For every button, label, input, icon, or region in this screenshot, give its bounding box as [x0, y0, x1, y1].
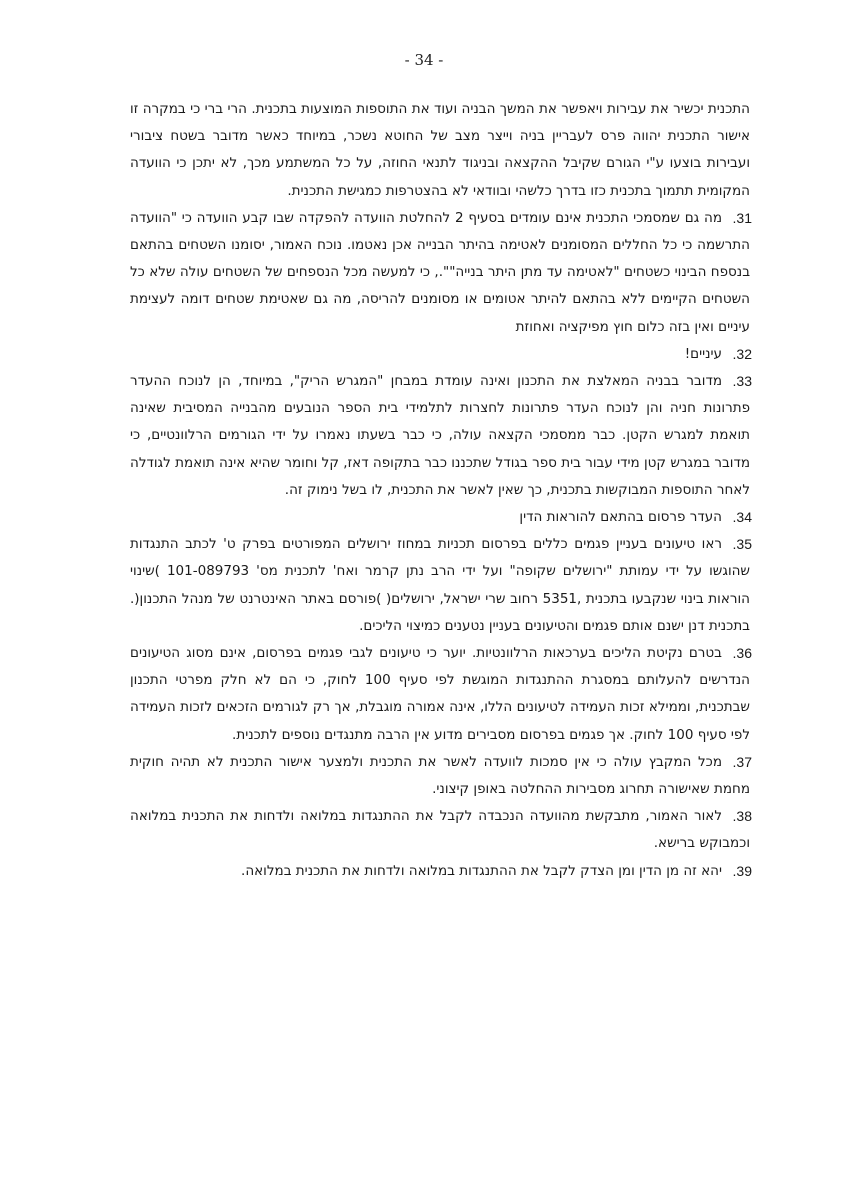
list-item-32 — [130, 341, 750, 368]
item-number: 34. — [732, 509, 752, 526]
item-number: 33. — [732, 373, 752, 390]
list-item-36 — [130, 640, 750, 749]
document-body — [130, 96, 750, 885]
item-number: 32. — [732, 345, 752, 362]
item-number: 31. — [732, 209, 752, 226]
list-item-31 — [130, 205, 750, 341]
item-text: העדר פרסום בהתאם להוראות הדין — [519, 509, 722, 526]
item-text: מה גם שמסמכי התכנית אינם עומדים בסעיף 2 להחלטת הוועדה להפקדה שבו קבע הוועדה כי "הוועדה התרשמה כי כל החללים המסומנים לאטימה בהיתר הבנייה אכן נאטמו. נוכח האמור, יסומנו השטחים בהתאם בנספח הבינוי כשטחים "לאטימה עד מתן היתר בנייה""., כי למעשה מכל הנספחים של השטחים עולה שלא כל השטחים הקיימים ללא בהתאם להיתר אטומים או מסומנים להריסה, מה גם שאטימת שטחים דומה לעצימת עיניים ואין בזה כלום חוץ מפיקציה ואחוזת — [130, 209, 750, 335]
item-text: לאור האמור, מתבקשת מהוועדה הנכבדה לקבל את ההתנגדות במלואה ולדחות את התכנית במלואה וכמבוקש ברישא. — [130, 808, 750, 852]
item-number: 35. — [732, 536, 752, 553]
list-item-35 — [130, 531, 750, 640]
list-item-33 — [130, 368, 750, 504]
page-number: - 34 - — [404, 51, 444, 69]
item-number: 36. — [732, 645, 752, 662]
item-text: מדובר בבניה המאלצת את התכנון ואינה עומדת במבחן "המגרש הריק", במיוחד, הן לנוכח ההעדר פתרונות חניה והן לנוכח העדר פתרונות לחצרות לתלמידי בית הספר הנובעים מהבנייה המסיבית שאינה תואמת למגרש הקטן. כבר ממסמכי הקצאה עולה, כי כבר בשעתו נאמרו על ידי הגורמים הרלוונטיים, כי מדובר במגרש קטן מידי עבור בית ספר בגודל שתכננו כבר בתקופה דאז, קל וחומר שהיא אינה תואמת לגודלה לאחר התוספות המבוקשות בתכנית, כך שאין לאשר את התכנית, לו בשל נימוק זה. — [130, 373, 750, 498]
item-text: יהא זה מן הדין ומן הצדק לקבל את ההתנגדות במלואה ולדחות את התכנית במלואה. — [241, 862, 722, 879]
intro-paragraph: התכנית יכשיר את עבירות ויאפשר את המשך הבניה ועוד את התוספות המוצעות בתכנית. הרי ברי כי במקרה זו אישור התכנית יהווה פרס לעבריין בניה וייצר מצב של החוטא נשכר, במיוחד כאשר מדובר בשטח ציבורי ועבירות בוצעו ע"י הגורם שקיבל ההקצאה ובניגוד לתנאי החוזה, על כל המשתמע מכך, לא יתכן כי הוועדה המקומית תתמוך בתכנית כזו בדרך כלשהי ובוודאי לא בהצטרפות כמגישת התכנית. — [130, 101, 750, 199]
list-item-39 — [130, 858, 750, 885]
item-number: 37. — [732, 753, 752, 770]
item-number: 38. — [732, 808, 752, 825]
list-item-38 — [130, 803, 750, 857]
list-item-37 — [130, 749, 750, 803]
item-text: עיניים! — [684, 345, 722, 362]
list-item-34 — [130, 504, 750, 531]
item-text: בטרם נקיטת הליכים בערכאות הרלוונטיות. יוער כי טיעונים לגבי פגמים בפרסום, אינם מסוג הטיעונים הנדרשים להעלותם במסגרת ההתנגדות המוגשת לפי סעיף 100 לחוק, כי הם לא חלק מפרטי התכנון שבתכנית, וממילא זכות העמידה לטיעונים הללו, אינה אמורה מוגבלת, אך רק לגורמים הזכאים לזכות העמידה לפי סעיף 100 לחוק. אך פגמים בפרסום מסבירים מדוע אין הרבה מתנגדים נוספים לתכנית. — [130, 645, 750, 743]
item-text: ראו טיעונים בעניין פגמים כללים בפרסום תכניות במחוז ירושלים המפורטים בפרק ט' לכתב התנגדות שהוגשו על ידי עמותת "ירושלים שקופה" ועל ידי הרב נתן קרמר ואח' לתכנית מס' 101-089793 )שינוי הוראות בינוי שנקבעו בתכנית ,5351 רחוב שרי ישראל, ירושלים( )פורסם באתר האינטרנט של מנהל התכנון(. בתכנית דנן ישנם אותם פגמים והטיעונים בעניין נטענים כמיצוי הליכים. — [130, 536, 751, 634]
item-number: 39. — [732, 862, 752, 879]
item-text: מכל המקבץ עולה כי אין סמכות לוועדה לאשר את התכנית ולמצער אישור התכנית לא תהיה חוקית מחמת שאישורה תחרוג מסבירות ההחלטה באופן קיצוני. — [130, 753, 750, 798]
